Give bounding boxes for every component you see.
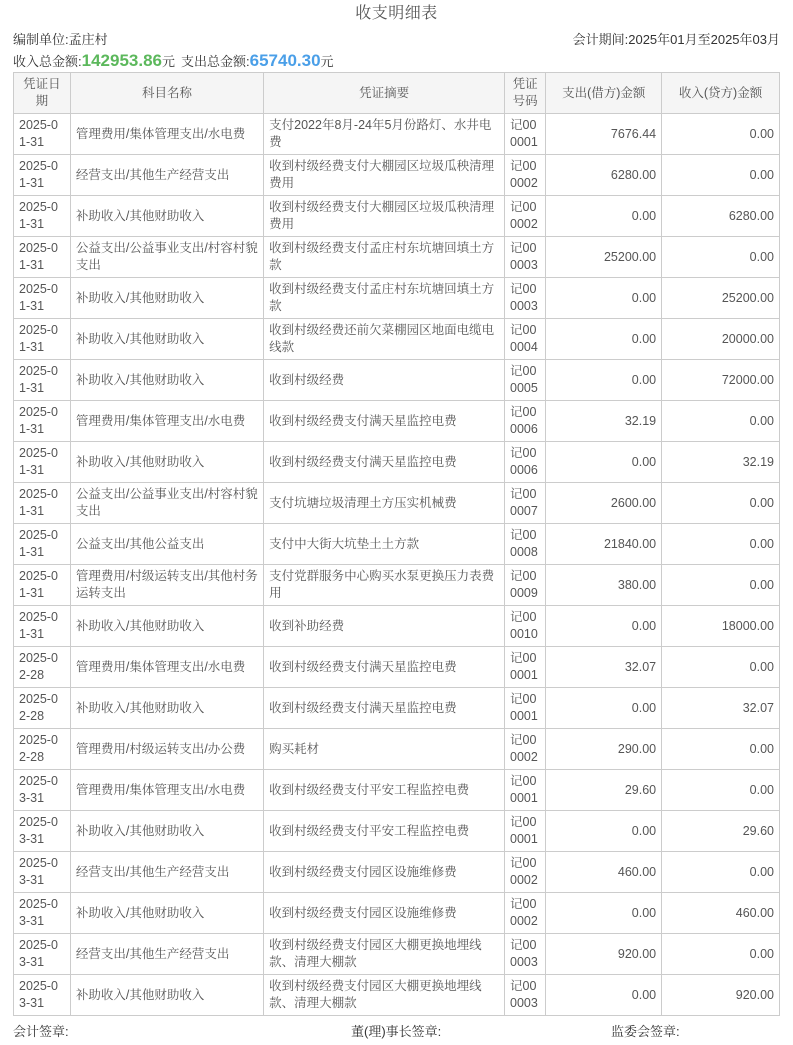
cell-credit-amount: 0.00 — [662, 852, 780, 893]
page-title: 收支明细表 — [355, 5, 438, 22]
cell-date: 2025-03-31 — [14, 975, 71, 1016]
cell-voucher-no: 记000003 — [505, 278, 546, 319]
cell-subject: 公益支出/公益事业支出/村容村貌支出 — [70, 237, 263, 278]
table-row — [14, 893, 780, 934]
column-header-debit: 支出(借方)金额 — [546, 73, 662, 114]
cell-debit-amount: 0.00 — [546, 360, 662, 401]
cell-summary: 收到村级经费支付园区大棚更换地埋线款、清理大棚款 — [264, 934, 505, 975]
cell-summary: 收到村级经费支付平安工程监控电费 — [264, 811, 505, 852]
cell-date: 2025-01-31 — [14, 606, 71, 647]
cell-subject: 公益支出/公益事业支出/村容村貌支出 — [70, 483, 263, 524]
cell-date: 2025-01-31 — [14, 442, 71, 483]
cell-summary: 收到补助经费 — [264, 606, 505, 647]
cell-debit-amount: 21840.00 — [546, 524, 662, 565]
income-total-label: 收入总金额: — [13, 54, 82, 69]
cell-voucher-no: 记000001 — [505, 688, 546, 729]
cell-voucher-no: 记000003 — [505, 934, 546, 975]
table-row — [14, 196, 780, 237]
cell-credit-amount: 32.19 — [662, 442, 780, 483]
cell-debit-amount: 0.00 — [546, 319, 662, 360]
cell-subject: 管理费用/村级运转支出/其他村务运转支出 — [70, 565, 263, 606]
cell-voucher-no: 记000002 — [505, 196, 546, 237]
table-row — [14, 319, 780, 360]
cell-date: 2025-01-31 — [14, 401, 71, 442]
totals-row — [0, 50, 793, 72]
cell-credit-amount: 0.00 — [662, 237, 780, 278]
signature-row — [0, 1019, 793, 1045]
cell-credit-amount: 0.00 — [662, 401, 780, 442]
cell-summary: 收到村级经费支付满天星监控电费 — [264, 401, 505, 442]
cell-debit-amount: 0.00 — [546, 811, 662, 852]
cell-voucher-no: 记000001 — [505, 647, 546, 688]
cell-subject: 补助收入/其他财助收入 — [70, 811, 263, 852]
cell-credit-amount: 0.00 — [662, 114, 780, 155]
cell-credit-amount: 0.00 — [662, 524, 780, 565]
income-total-value: 142953.86 — [81, 51, 162, 70]
column-header-credit: 收入(贷方)金额 — [662, 73, 780, 114]
cell-subject: 补助收入/其他财助收入 — [70, 319, 263, 360]
cell-summary: 收到村级经费支付平安工程监控电费 — [264, 770, 505, 811]
cell-date: 2025-01-31 — [14, 114, 71, 155]
cell-debit-amount: 29.60 — [546, 770, 662, 811]
cell-date: 2025-02-28 — [14, 688, 71, 729]
income-total-unit: 元 — [162, 54, 176, 69]
table-row — [14, 606, 780, 647]
cell-voucher-no: 记000002 — [505, 729, 546, 770]
cell-credit-amount: 72000.00 — [662, 360, 780, 401]
column-header-date: 凭证日期 — [14, 73, 71, 114]
table-row — [14, 688, 780, 729]
cell-subject: 公益支出/其他公益支出 — [70, 524, 263, 565]
table-row — [14, 565, 780, 606]
cell-voucher-no: 记000006 — [505, 401, 546, 442]
cell-debit-amount: 0.00 — [546, 196, 662, 237]
cell-date: 2025-01-31 — [14, 565, 71, 606]
cell-date: 2025-01-31 — [14, 319, 71, 360]
cell-summary: 收到村级经费支付园区设施维修费 — [264, 893, 505, 934]
cell-summary: 收到村级经费 — [264, 360, 505, 401]
cell-debit-amount: 0.00 — [546, 278, 662, 319]
cell-date: 2025-02-28 — [14, 729, 71, 770]
table-row — [14, 155, 780, 196]
cell-voucher-no: 记000007 — [505, 483, 546, 524]
table-row — [14, 442, 780, 483]
report-page — [0, 2, 793, 1039]
cell-date: 2025-03-31 — [14, 811, 71, 852]
cell-voucher-no: 记000008 — [505, 524, 546, 565]
cell-credit-amount: 460.00 — [662, 893, 780, 934]
cell-credit-amount: 0.00 — [662, 155, 780, 196]
table-row — [14, 360, 780, 401]
cell-credit-amount: 32.07 — [662, 688, 780, 729]
cell-summary: 收到村级经费支付孟庄村东坑塘回填土方款 — [264, 237, 505, 278]
column-header-subject: 科目名称 — [70, 73, 263, 114]
cell-subject: 经营支出/其他生产经营支出 — [70, 852, 263, 893]
cell-summary: 支付2022年8月-24年5月份路灯、水井电费 — [264, 114, 505, 155]
cell-debit-amount: 0.00 — [546, 606, 662, 647]
cell-summary: 支付党群服务中心购买水泵更换压力表费用 — [264, 565, 505, 606]
cell-summary: 收到村级经费支付满天星监控电费 — [264, 647, 505, 688]
cell-subject: 管理费用/集体管理支出/水电费 — [70, 647, 263, 688]
cell-summary: 收到村级经费支付园区设施维修费 — [264, 852, 505, 893]
cell-summary: 收到村级经费支付满天星监控电费 — [264, 442, 505, 483]
cell-debit-amount: 0.00 — [546, 975, 662, 1016]
expense-total-unit: 元 — [320, 54, 334, 69]
cell-subject: 管理费用/村级运转支出/办公费 — [70, 729, 263, 770]
cell-subject: 管理费用/集体管理支出/水电费 — [70, 114, 263, 155]
cell-voucher-no: 记000002 — [505, 155, 546, 196]
cell-date: 2025-03-31 — [14, 770, 71, 811]
table-row — [14, 278, 780, 319]
cell-summary: 支付中大街大坑垫土土方款 — [264, 524, 505, 565]
cell-summary: 收到村级经费支付孟庄村东坑塘回填土方款 — [264, 278, 505, 319]
cell-date: 2025-01-31 — [14, 360, 71, 401]
cell-date: 2025-03-31 — [14, 852, 71, 893]
table-row — [14, 934, 780, 975]
cell-summary: 收到村级经费支付满天星监控电费 — [264, 688, 505, 729]
supervisor-signature-label: 监委会签章: — [611, 1024, 680, 1039]
cell-summary: 收到村级经费还前欠菜棚园区地面电缆电线款 — [264, 319, 505, 360]
cell-voucher-no: 记000010 — [505, 606, 546, 647]
cell-date: 2025-03-31 — [14, 934, 71, 975]
cell-credit-amount: 0.00 — [662, 647, 780, 688]
accounting-period-label: 会计期间:2025年01月至2025年03月 — [572, 32, 780, 47]
table-row — [14, 237, 780, 278]
cell-subject: 经营支出/其他生产经营支出 — [70, 155, 263, 196]
cell-credit-amount: 0.00 — [662, 729, 780, 770]
cell-debit-amount: 32.07 — [546, 647, 662, 688]
cell-subject: 补助收入/其他财助收入 — [70, 278, 263, 319]
cell-subject: 经营支出/其他生产经营支出 — [70, 934, 263, 975]
cell-credit-amount: 0.00 — [662, 770, 780, 811]
cell-debit-amount: 25200.00 — [546, 237, 662, 278]
cell-summary: 收到村级经费支付园区大棚更换地埋线款、清理大棚款 — [264, 975, 505, 1016]
cell-voucher-no: 记000001 — [505, 114, 546, 155]
cell-voucher-no: 记000004 — [505, 319, 546, 360]
cell-voucher-no: 记000002 — [505, 893, 546, 934]
cell-debit-amount: 0.00 — [546, 688, 662, 729]
cell-voucher-no: 记000003 — [505, 975, 546, 1016]
cell-subject: 补助收入/其他财助收入 — [70, 606, 263, 647]
cell-summary: 收到村级经费支付大棚园区垃圾瓜秧清理费用 — [264, 155, 505, 196]
cell-voucher-no: 记000001 — [505, 811, 546, 852]
table-row — [14, 975, 780, 1016]
cell-subject: 补助收入/其他财助收入 — [70, 975, 263, 1016]
cell-debit-amount: 0.00 — [546, 442, 662, 483]
ledger-table — [13, 72, 780, 1016]
cell-debit-amount: 290.00 — [546, 729, 662, 770]
chairman-signature-label: 董(理)事长签章: — [351, 1024, 442, 1039]
cell-subject: 补助收入/其他财助收入 — [70, 893, 263, 934]
cell-subject: 管理费用/集体管理支出/水电费 — [70, 770, 263, 811]
cell-credit-amount: 6280.00 — [662, 196, 780, 237]
accountant-signature-label: 会计签章: — [13, 1024, 69, 1039]
cell-debit-amount: 7676.44 — [546, 114, 662, 155]
cell-subject: 补助收入/其他财助收入 — [70, 360, 263, 401]
cell-debit-amount: 2600.00 — [546, 483, 662, 524]
cell-voucher-no: 记000009 — [505, 565, 546, 606]
expense-total-label: 支出总金额: — [181, 54, 250, 69]
report-meta-row — [0, 30, 793, 50]
table-row — [14, 770, 780, 811]
cell-subject: 补助收入/其他财助收入 — [70, 196, 263, 237]
cell-voucher-no: 记000003 — [505, 237, 546, 278]
table-header-row — [14, 73, 780, 114]
cell-credit-amount: 29.60 — [662, 811, 780, 852]
ledger-table-wrapper — [0, 72, 793, 1016]
cell-subject: 补助收入/其他财助收入 — [70, 688, 263, 729]
expense-total-value: 65740.30 — [249, 51, 321, 70]
cell-voucher-no: 记000002 — [505, 852, 546, 893]
table-row — [14, 114, 780, 155]
column-header-summary: 凭证摘要 — [264, 73, 505, 114]
cell-date: 2025-01-31 — [14, 483, 71, 524]
table-row — [14, 811, 780, 852]
table-row — [14, 729, 780, 770]
cell-date: 2025-01-31 — [14, 155, 71, 196]
cell-credit-amount: 0.00 — [662, 565, 780, 606]
cell-date: 2025-01-31 — [14, 196, 71, 237]
cell-credit-amount: 920.00 — [662, 975, 780, 1016]
cell-credit-amount: 0.00 — [662, 934, 780, 975]
cell-summary: 购买耗材 — [264, 729, 505, 770]
cell-debit-amount: 460.00 — [546, 852, 662, 893]
table-row — [14, 852, 780, 893]
table-row — [14, 483, 780, 524]
table-row — [14, 647, 780, 688]
cell-voucher-no: 记000006 — [505, 442, 546, 483]
cell-date: 2025-01-31 — [14, 237, 71, 278]
cell-debit-amount: 920.00 — [546, 934, 662, 975]
table-header — [14, 73, 780, 114]
cell-date: 2025-02-28 — [14, 647, 71, 688]
cell-subject: 管理费用/集体管理支出/水电费 — [70, 401, 263, 442]
table-row — [14, 401, 780, 442]
table-row — [14, 524, 780, 565]
cell-date: 2025-01-31 — [14, 524, 71, 565]
cell-summary: 支付坑塘垃圾清理土方压实机械费 — [264, 483, 505, 524]
cell-date: 2025-03-31 — [14, 893, 71, 934]
cell-summary: 收到村级经费支付大棚园区垃圾瓜秧清理费用 — [264, 196, 505, 237]
cell-debit-amount: 6280.00 — [546, 155, 662, 196]
cell-voucher-no: 记000001 — [505, 770, 546, 811]
cell-subject: 补助收入/其他财助收入 — [70, 442, 263, 483]
preparing-unit-label: 编制单位:孟庄村 — [13, 32, 108, 47]
cell-credit-amount: 18000.00 — [662, 606, 780, 647]
cell-credit-amount: 20000.00 — [662, 319, 780, 360]
cell-debit-amount: 32.19 — [546, 401, 662, 442]
cell-debit-amount: 0.00 — [546, 893, 662, 934]
cell-credit-amount: 0.00 — [662, 483, 780, 524]
cell-credit-amount: 25200.00 — [662, 278, 780, 319]
cell-date: 2025-01-31 — [14, 278, 71, 319]
cell-voucher-no: 记000005 — [505, 360, 546, 401]
cell-debit-amount: 380.00 — [546, 565, 662, 606]
table-body — [14, 114, 780, 1016]
column-header-voucher-no: 凭证号码 — [505, 73, 546, 114]
